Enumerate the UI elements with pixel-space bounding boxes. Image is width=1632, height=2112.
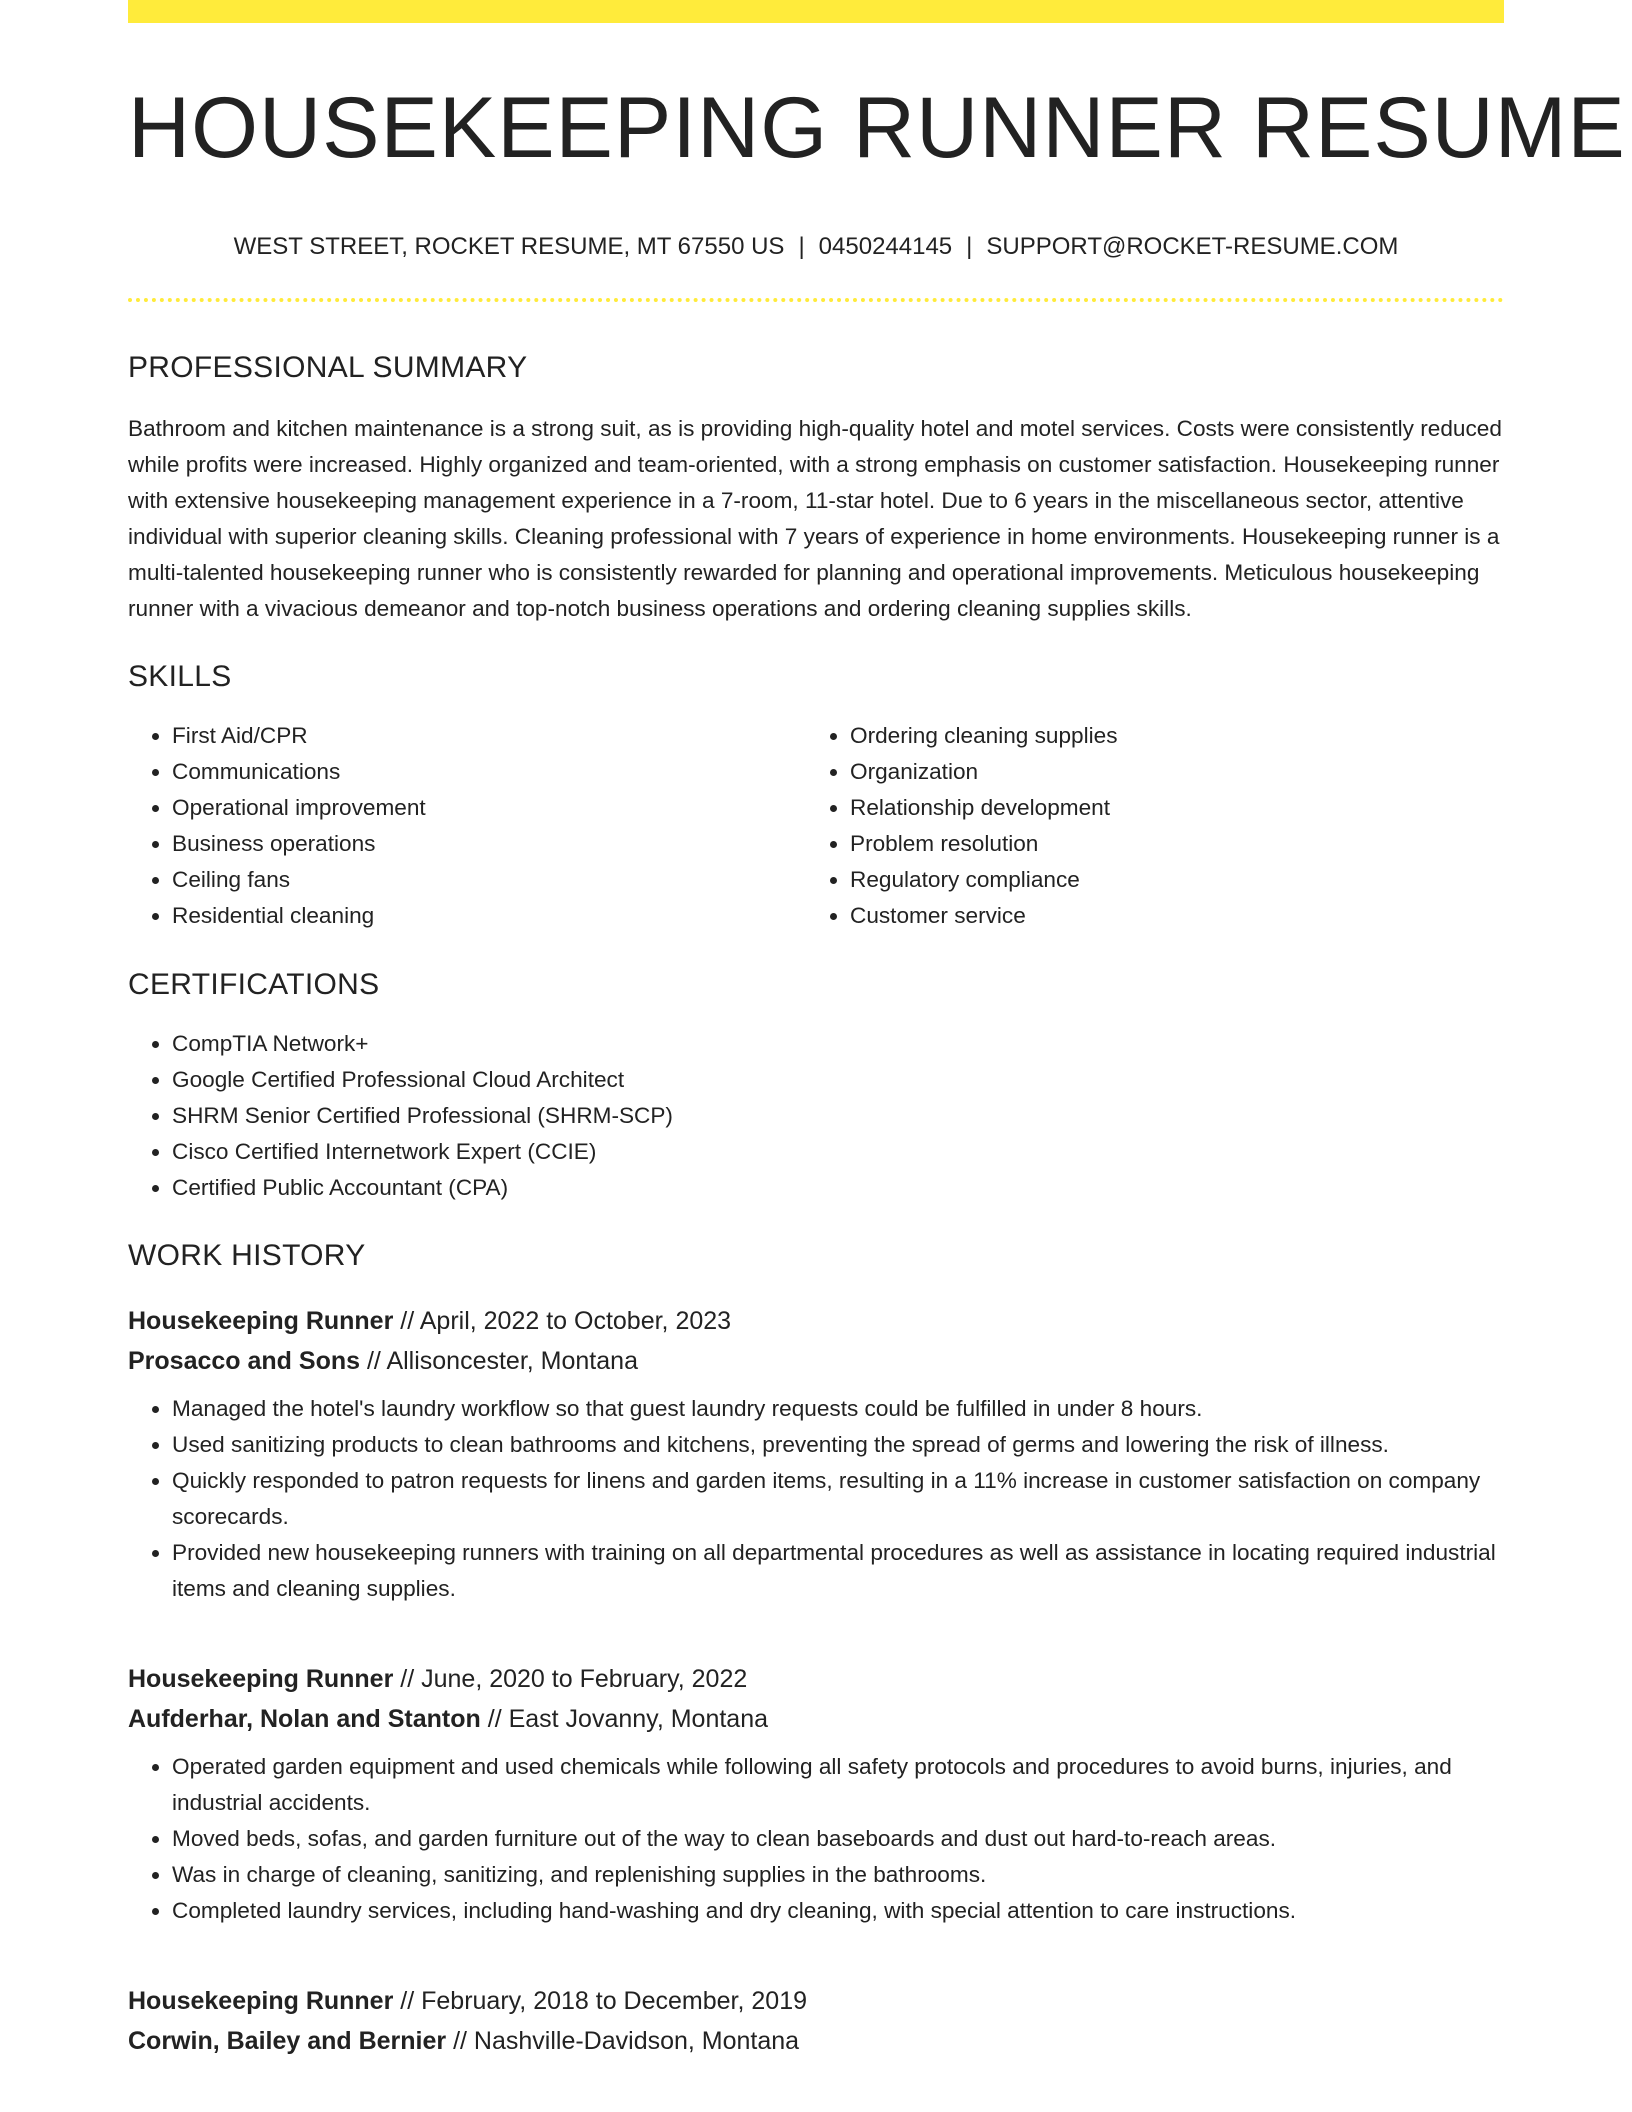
- job-location: // Allisoncester, Montana: [366, 1347, 638, 1375]
- job-title: Housekeeping Runner: [128, 1307, 394, 1335]
- skill-item: • Operational improvement: [172, 790, 806, 826]
- job-bullets: [128, 1749, 1504, 1929]
- job-dates: // June, 2020 to February, 2022: [400, 1665, 748, 1693]
- skills-heading: SKILLS: [128, 660, 232, 693]
- dotted-divider: [128, 298, 1504, 302]
- certification-item: • Cisco Certified Internetwork Expert (CCIE): [172, 1134, 1504, 1170]
- contact-separator: |: [798, 233, 805, 260]
- certification-item: • CompTIA Network+: [172, 1026, 1504, 1062]
- job-location: // East Jovanny, Montana: [487, 1705, 768, 1733]
- job-company: Prosacco and Sons: [128, 1347, 361, 1375]
- job-title-line: [128, 1659, 1504, 1699]
- skills-grid: [128, 718, 1504, 934]
- job-location: // Nashville-Davidson, Montana: [453, 2027, 800, 2055]
- contact-email: SUPPORT@ROCKET-RESUME.COM: [986, 233, 1399, 260]
- page-title: HOUSEKEEPING RUNNER RESUME: [128, 80, 1626, 176]
- job-bullet: • Completed laundry services, including hand-washing and dry cleaning, with special attention to care instructions.: [172, 1893, 1504, 1929]
- certifications-list: [128, 1026, 1504, 1206]
- skill-item: • Ordering cleaning supplies: [850, 718, 1484, 754]
- skill-item: • Communications: [172, 754, 806, 790]
- job-bullet: • Used sanitizing products to clean bathrooms and kitchens, preventing the spread of germs and lowering the risk of illness.: [172, 1427, 1504, 1463]
- job-title-line: [128, 1301, 1504, 1341]
- job-company-line: [128, 2021, 1504, 2061]
- job-bullet: • Provided new housekeeping runners with training on all departmental procedures as well as assistance in locating required industrial items and cleaning supplies.: [172, 1535, 1504, 1607]
- skill-item: • Business operations: [172, 826, 806, 862]
- skills-column-right: [806, 718, 1484, 934]
- job-company-line: [128, 1699, 1504, 1739]
- work-history-heading: WORK HISTORY: [128, 1239, 366, 1272]
- contact-phone: 0450244145: [818, 233, 953, 260]
- job-bullet: • Moved beds, sofas, and garden furniture out of the way to clean baseboards and dust out hard-to-reach areas.: [172, 1821, 1504, 1857]
- job-company-line: [128, 1341, 1504, 1381]
- job-company: Corwin, Bailey and Bernier: [128, 2027, 447, 2055]
- skill-item: • Ceiling fans: [172, 862, 806, 898]
- job-entry: [128, 1301, 1504, 1607]
- job-title-line: [128, 1981, 1504, 2021]
- accent-top-bar: [128, 0, 1504, 23]
- job-bullet: • Quickly responded to patron requests for linens and garden items, resulting in a 11% increase in customer satisfaction on company scorecards.: [172, 1463, 1504, 1535]
- job-bullets: [128, 1391, 1504, 1607]
- skill-item: • Organization: [850, 754, 1484, 790]
- job-company: Aufderhar, Nolan and Stanton: [128, 1705, 481, 1733]
- job-bullet: • Managed the hotel's laundry workflow so that guest laundry requests could be fulfilled in under 8 hours.: [172, 1391, 1504, 1427]
- certifications-heading: CERTIFICATIONS: [128, 968, 380, 1001]
- skill-item: • First Aid/CPR: [172, 718, 806, 754]
- job-entry: [128, 1659, 1504, 1929]
- job-dates: // February, 2018 to December, 2019: [400, 1987, 807, 2015]
- job-title: Housekeeping Runner: [128, 1665, 394, 1693]
- skill-item: • Regulatory compliance: [850, 862, 1484, 898]
- resume-page: [128, 0, 1626, 2112]
- certification-item: • Certified Public Accountant (CPA): [172, 1170, 1504, 1206]
- job-entry: [128, 1981, 1504, 2061]
- summary-text: Bathroom and kitchen maintenance is a strong suit, as is providing high-quality hotel and motel services. Costs were consistently reduced while profits were increased. Highly organized and team-oriented, with a strong emphasis on customer satisfaction. Housekeeping runner with extensive housekeeping management experience in a 7-room, 11-star hotel. Due to 6 years in the miscellaneous sector, attentive individual with superior cleaning skills. Cleaning professional with 7 years of experience in home environments. Housekeeping runner is a multi-talented housekeeping runner who is consistently rewarded for planning and operational improvements. Meticulous housekeeping runner with a vivacious demeanor and top-notch business operations and ordering cleaning supplies skills.: [128, 416, 1502, 621]
- skill-item: • Relationship development: [850, 790, 1484, 826]
- contact-address: WEST STREET, ROCKET RESUME, MT 67550 US: [233, 233, 785, 260]
- contact-line: [128, 233, 1504, 261]
- skill-item: • Residential cleaning: [172, 898, 806, 934]
- job-title: Housekeeping Runner: [128, 1987, 394, 2015]
- certification-item: • SHRM Senior Certified Professional (SHRM-SCP): [172, 1098, 1504, 1134]
- skill-item: • Problem resolution: [850, 826, 1484, 862]
- skills-column-left: [128, 718, 806, 934]
- job-dates: // April, 2022 to October, 2023: [400, 1307, 732, 1335]
- skill-item: • Customer service: [850, 898, 1484, 934]
- job-bullet: • Operated garden equipment and used chemicals while following all safety protocols and procedures to avoid burns, injuries, and industrial accidents.: [172, 1749, 1504, 1821]
- job-bullet: • Was in charge of cleaning, sanitizing, and replenishing supplies in the bathrooms.: [172, 1857, 1504, 1893]
- certification-item: • Google Certified Professional Cloud Architect: [172, 1062, 1504, 1098]
- contact-separator: |: [966, 233, 973, 260]
- summary-heading: PROFESSIONAL SUMMARY: [128, 351, 528, 384]
